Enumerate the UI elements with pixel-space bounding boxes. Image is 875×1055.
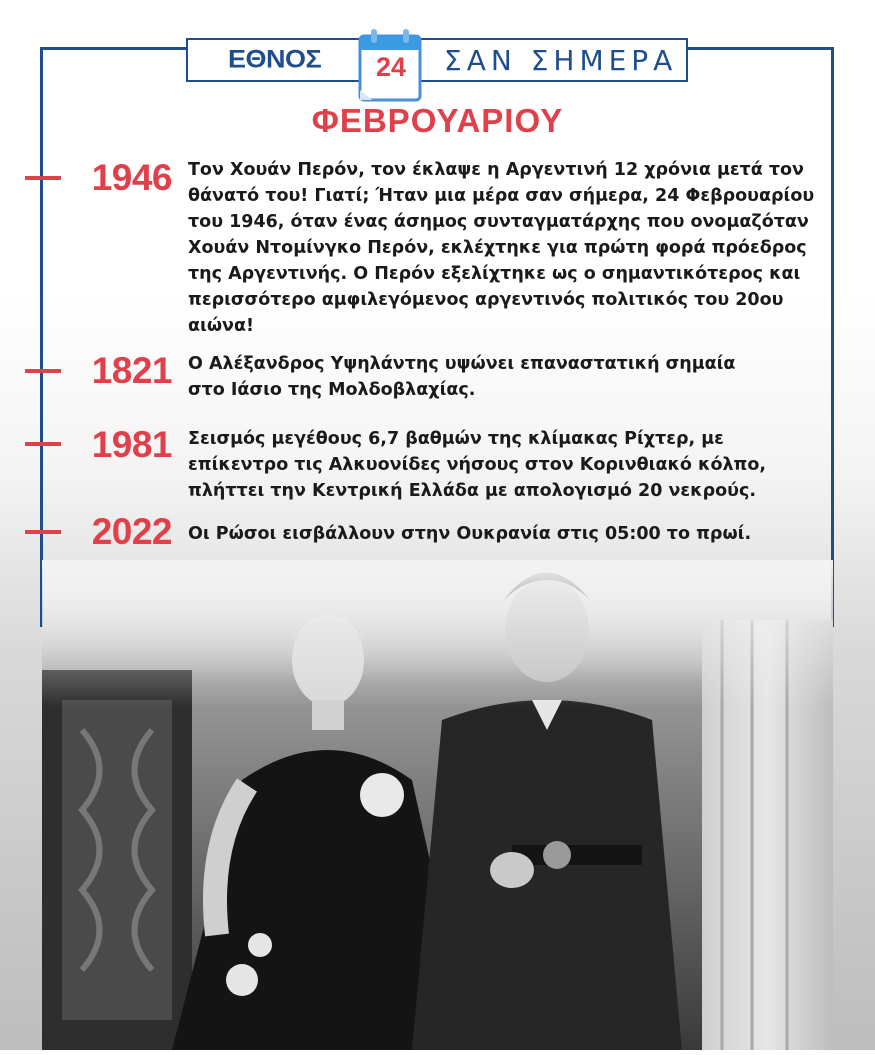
event-year: 1821 <box>91 350 172 391</box>
event-text: Οι Ρώσοι εισβάλλουν στην Ουκρανία στις 05:00 το πρωί. <box>188 524 752 544</box>
event-year: 2022 <box>91 511 172 552</box>
today-label: ΣΑΝ ΣΗΜΕΡΑ <box>444 44 678 77</box>
event-text: Ο Αλέξανδρος Υψηλάντης υψώνει επαναστατική σημαία στο Ιάσιο της Μολδοβλαχίας. <box>188 354 736 400</box>
frame-top-border-left <box>40 47 188 50</box>
month-title: ΦΕΒΡΟΥΑΡΙΟΥ <box>311 102 564 139</box>
brand-logo: ΕΘΝΟΣ <box>228 45 322 73</box>
timeline-dash <box>25 369 61 373</box>
calendar-day: 24 <box>375 52 407 82</box>
timeline-dash <box>25 442 61 446</box>
timeline-dash <box>25 530 61 534</box>
calendar-icon <box>356 26 426 104</box>
frame-top-border-right <box>688 47 834 50</box>
event-text: Σεισμός μεγέθους 6,7 βαθμών της κλίμακας Ρίχτερ, με επίκεντρο τις Αλκυονίδες νήσους στον Κορινθιακό κόλπο, πλήττει την Κεντρική Ελλάδα με απολογισμό 20 νεκρούς. <box>188 429 767 501</box>
timeline-dash <box>25 176 61 180</box>
historic-photo <box>42 560 833 1050</box>
event-year: 1946 <box>91 157 172 198</box>
event-text: Τον Χουάν Περόν, τον έκλαψε η Αργεντινή 12 χρόνια μετά τον θάνατό του! Γιατί; Ήταν μια μέρα σαν σήμερα, 24 Φεβρουαρίου του 1946, όταν ένας άσημος συνταγματάρχης που ονομαζόταν Χουάν Ντομίνγκο Περόν, εκλέχτηκε για πρώτη φορά πρόεδρος της Αργεντινής. Ο Περόν εξελίχτηκε ως ο σημαντικότερος και περισσότερο αμφιλεγόμενος αργεντινός πολιτικός του 20ου αιώνα! <box>188 160 815 336</box>
event-year: 1981 <box>91 424 172 465</box>
